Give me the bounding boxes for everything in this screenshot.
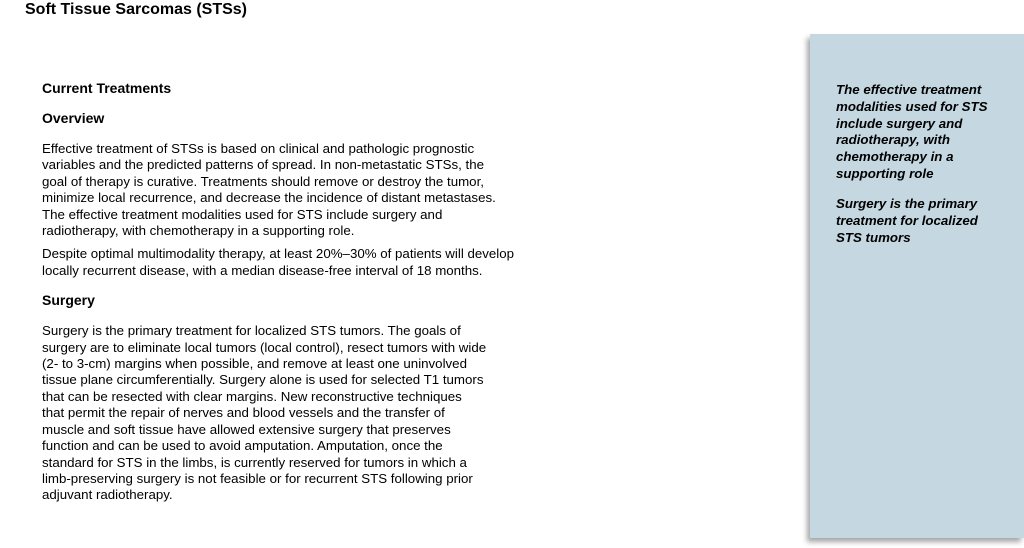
overview-paragraph-2: Despite optimal multimodality therapy, at least 20%–30% of patients will develop locally recurrent disease, with a median disease-free interval of 18 months. xyxy=(42,246,515,278)
sidebar-note-2: Surgery is the primary treatment for localized STS tumors xyxy=(836,196,978,245)
sidebar-callout xyxy=(810,34,1024,538)
main-content xyxy=(42,80,562,504)
overview-paragraph-1: Effective treatment of STSs is based on clinical and pathologic prognostic variables and the predicted patterns of spread. In non-metastatic STSs, the goal of therapy is curative. Treatments should remove or destroy the tumor, minimize local recurrence, and decrease the incidence of distant metastases. The effective treatment modalities used for STS include surgery and radiotherapy, with chemotherapy in a supporting role. xyxy=(42,141,496,239)
sidebar-note-1: The effective treatment modalities used for STS include surgery and radiotherapy, with chemotherapy in a supporting role xyxy=(836,82,988,181)
subheading-surgery: Surgery xyxy=(42,292,95,309)
subheading-overview: Overview xyxy=(42,110,105,126)
surgery-paragraph-1: Surgery is the primary treatment for localized STS tumors. The goals of surgery are to eliminate local tumors (local control), resect tumors with wide (2- to 3-cm) margins when possible, and remove at least one uninvolved tissue plane circumferentially. Surgery alone is used for selected T1 tumors that can be resected with clear margins. New reconstructive techniques that permit the repair of nerves and blood vessels and the transfer of muscle and soft tissue have allowed extensive surgery that preserves function and can be used to avoid amputation. Amputation, once the standard for STS in the limbs, is currently reserved for tumors in which a limb-preserving surgery is not feasible or for recurrent STS following prior adjuvant radiotherapy. xyxy=(42,323,487,503)
page-title: Soft Tissue Sarcomas (STSs) xyxy=(25,1,247,18)
section-heading-current-treatments: Current Treatments xyxy=(42,80,172,96)
